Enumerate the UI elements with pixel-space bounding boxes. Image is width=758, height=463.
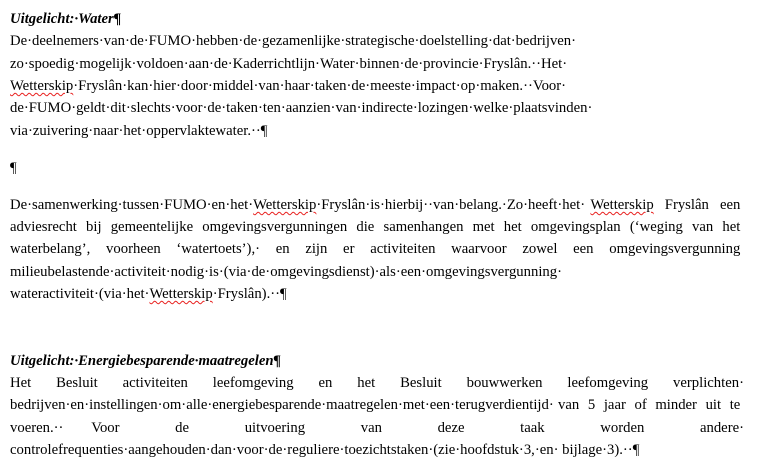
paragraph-energiebesparende-maatregelen: Het Besluit activiteiten leefomgeving en het Besluit bouwwerken leefomgeving verplichten· bedrijven·en·instellingen·om·alle·energiebesparende·maatregelen·met·een·terugverdientijd· van 5 jaar of minder uit te voeren.·· Voor de uitvoering van deze taak worden andere· controlefrequenties·aangehouden·dan·voor·de·reguliere·toezichtstaken·(zie·hoofdstuk·3,·en· bijlage·3).··¶	[10, 374, 744, 458]
empty-paragraph-1	[10, 157, 744, 179]
misspelled-word: Wetterskip	[590, 196, 654, 213]
heading-uitgelicht-water-text: Uitgelicht:·Water¶	[10, 11, 122, 27]
heading-uitgelicht-energiebesparende-maatregelen	[10, 350, 744, 372]
heading-energie-text: Uitgelicht:·Energiebesparende·maatregelen¶	[10, 352, 281, 369]
vertical-gap	[10, 306, 744, 350]
paragraph-water: De·deelnemers·van·de·FUMO·hebben·de·gezamenlijke·strategische·doelstelling·dat·bedrijven· zo·spoedig·mogelijk·voldoen·aan·de·Kaderrichtlijn·Water·binnen·de·provincie·Fryslân.··Het· Wetterskip·Fryslân·kan·hier·door·middel·van·haar·taken·de·meeste·impact·op·maken.··Voor· de·FUMO·geldt·dit·slechts·voor·de·taken·ten·aanzien·van·indirecte·lozingen·welke·plaatsvinden· via·zuivering·naar·het·oppervlaktewater.··¶	[10, 33, 593, 139]
empty-paragraph-mark: ¶	[10, 159, 17, 176]
heading-uitgelicht-water	[10, 8, 744, 30]
paragraph-samenwerking: De·samenwerking·tussen·FUMO·en·het·Wetterskip·Fryslân·is·hierbij··van·belang.·Zo·heeft·het· Wetterskip Fryslân een adviesrecht bij gemeentelijke omgevingsvergunningen die samenhangen met het omgevingsplan (‘weging van het waterbelang’, voorheen ‘watertoets’),· en zijn er activiteiten waarvoor zowel een omgevingsvergunning milieubelastende·activiteit·nodig·is·(via·de·omgevingsdienst)·als·een·omgevingsvergunning· wateractiviteit·(via·het·Wetterskip·Fryslân).··¶	[10, 196, 745, 303]
misspelled-word: Wetterskip	[253, 196, 317, 213]
misspelled-word: Wetterskip	[149, 286, 213, 303]
misspelled-word: Wetterskip	[10, 78, 74, 95]
